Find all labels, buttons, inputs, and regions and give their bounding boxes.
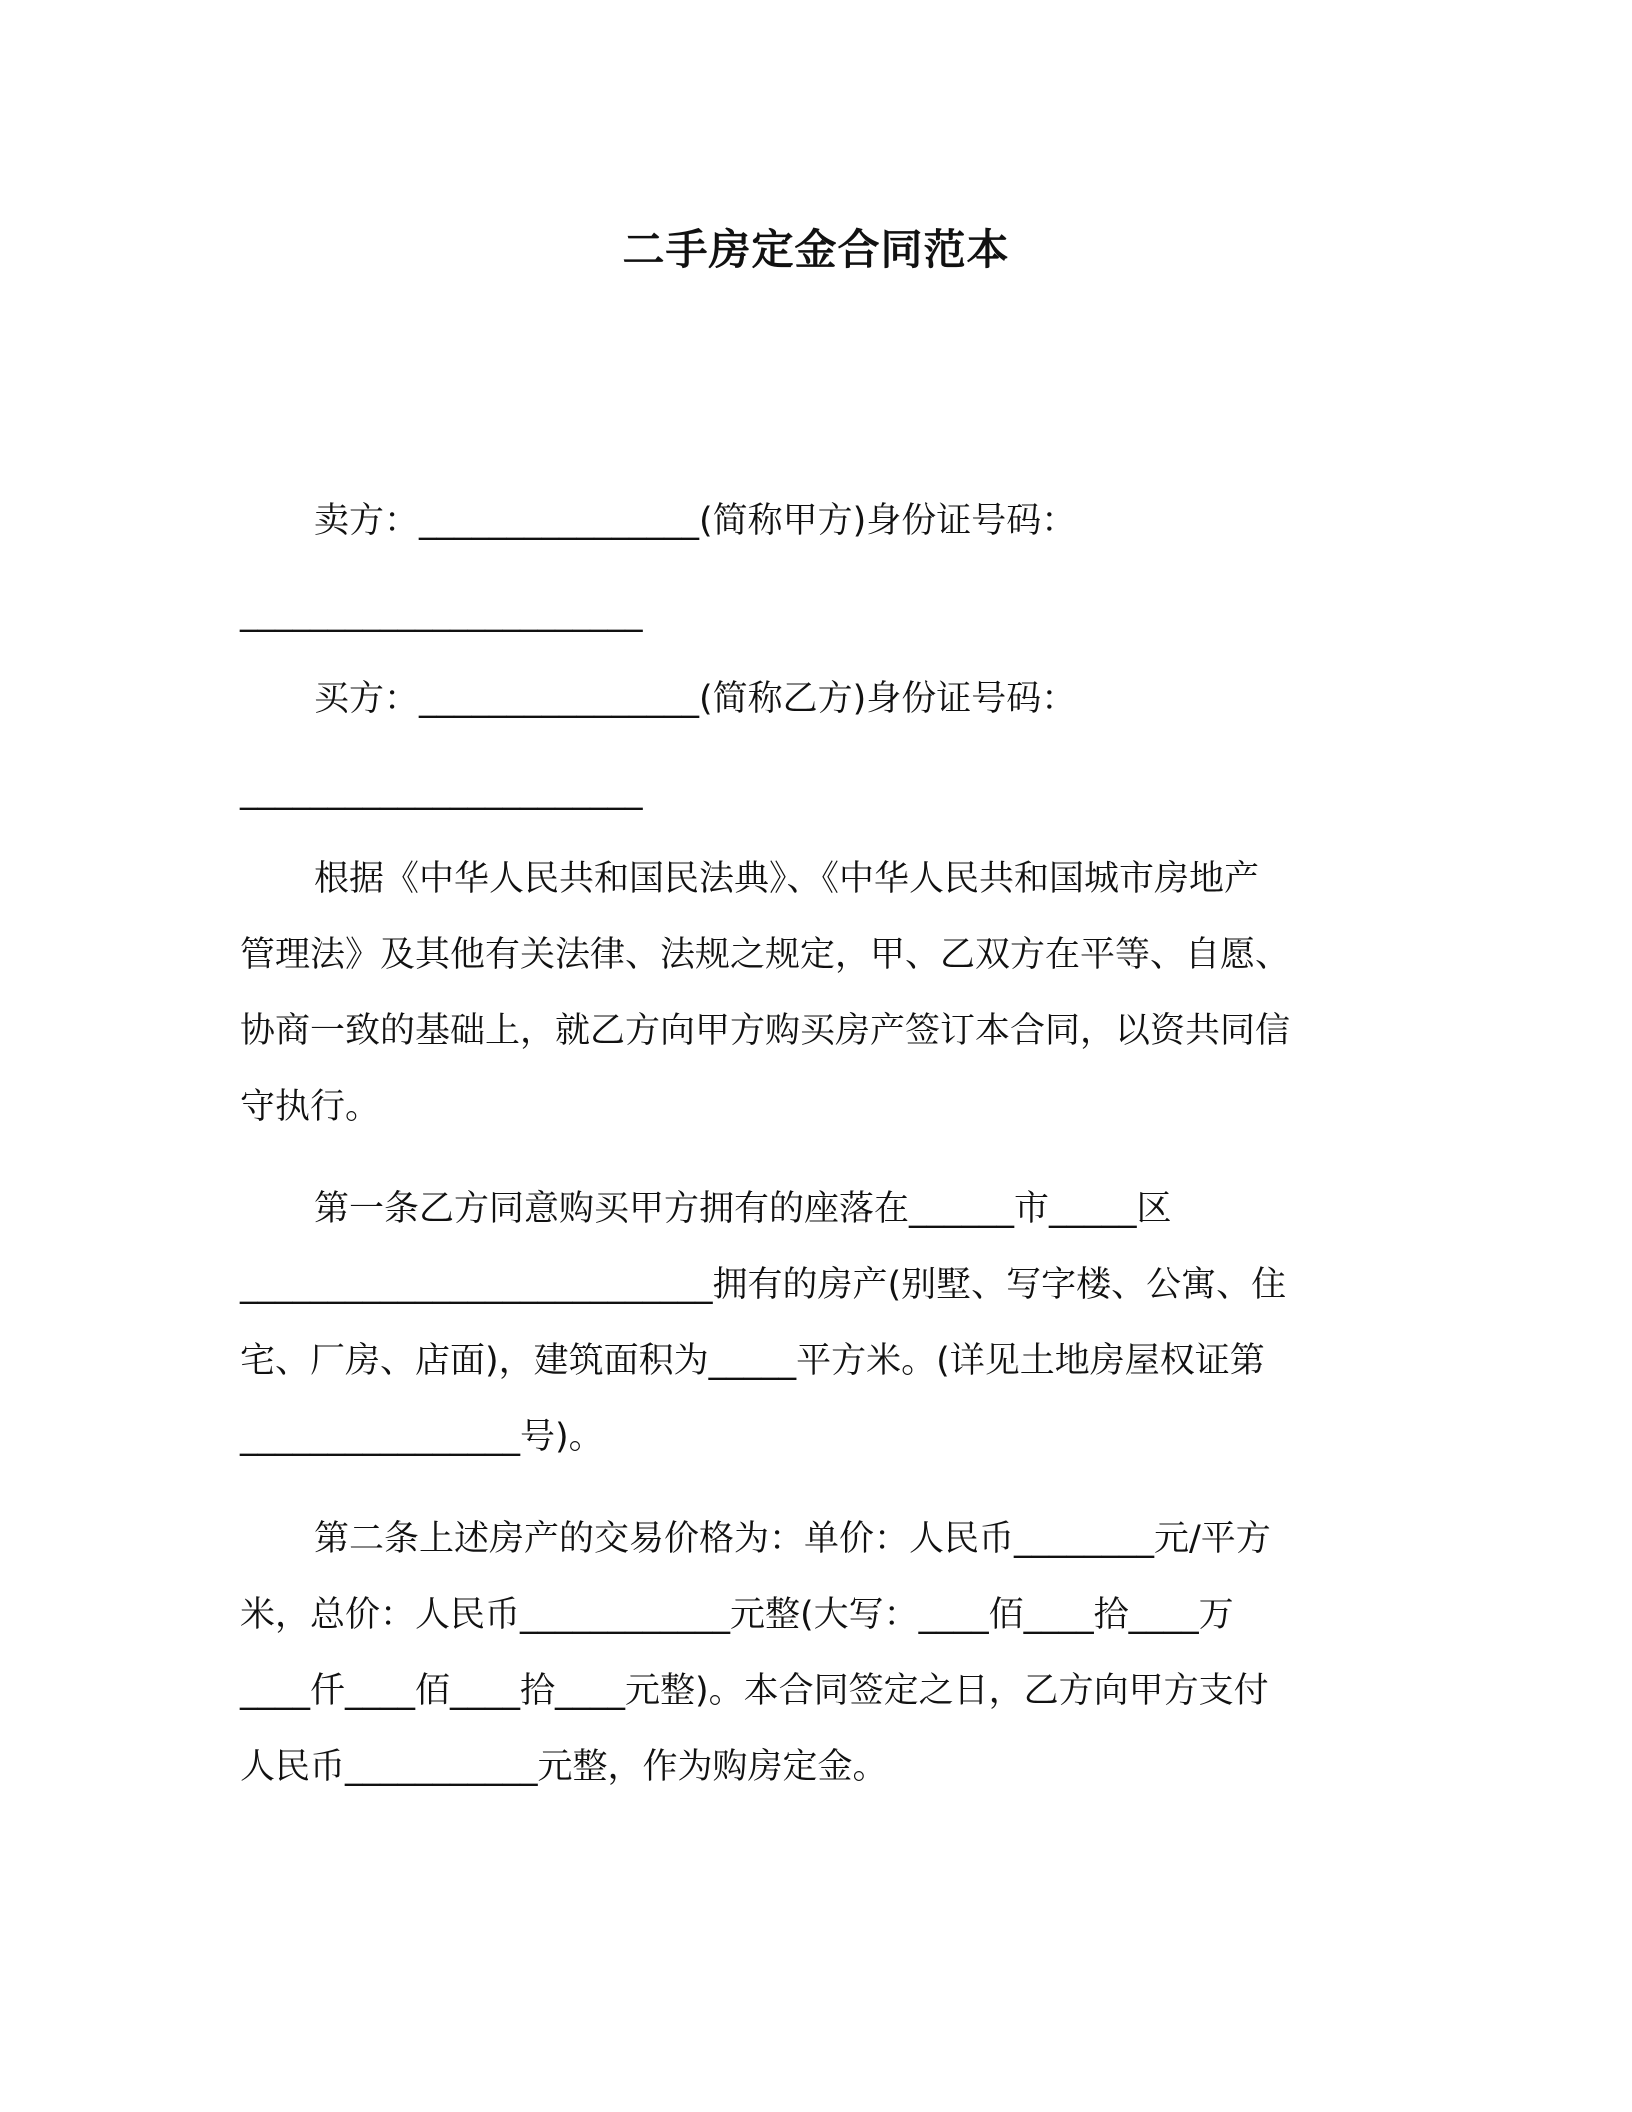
buyer-id-blank: _______________________: [240, 771, 643, 811]
seller-line: 卖方：________________(简称甲方)身份证号码：: [314, 501, 1077, 541]
preamble-line: 守执行。: [240, 1087, 381, 1127]
article1-line: 宅、厂房、店面)，建筑面积为_____平方米。(详见土地房屋权证第: [240, 1341, 1265, 1381]
buyer-line: 买方：________________(简称乙方)身份证号码：: [314, 679, 1077, 719]
preamble-line: 管理法》及其他有关法律、法规之规定，甲、乙双方在平等、自愿、: [240, 935, 1291, 975]
preamble-line: 根据《中华人民共和国民法典》、《中华人民共和国城市房地产: [314, 859, 1260, 899]
article2-line: 人民币___________元整，作为购房定金。: [240, 1747, 888, 1787]
document-title: 二手房定金合同范本: [622, 225, 1010, 274]
article2-line: ____仟____佰____拾____元整)。本合同签定之日，乙方向甲方支付: [240, 1671, 1269, 1711]
article2-line: 第二条上述房产的交易价格为：单价：人民币________元/平方: [314, 1519, 1271, 1559]
preamble-line: 协商一致的基础上，就乙方向甲方购买房产签订本合同，以资共同信: [240, 1011, 1291, 1051]
article2-line: 米，总价：人民币____________元整(大写：____佰____拾____万: [240, 1595, 1234, 1635]
seller-id-blank: _______________________: [240, 593, 643, 633]
article1-line: ________________号)。: [240, 1417, 604, 1457]
article1-line: ___________________________拥有的房产(别墅、写字楼、公寓、住: [240, 1265, 1287, 1305]
article1-line: 第一条乙方同意购买甲方拥有的座落在______市_____区: [314, 1189, 1172, 1229]
